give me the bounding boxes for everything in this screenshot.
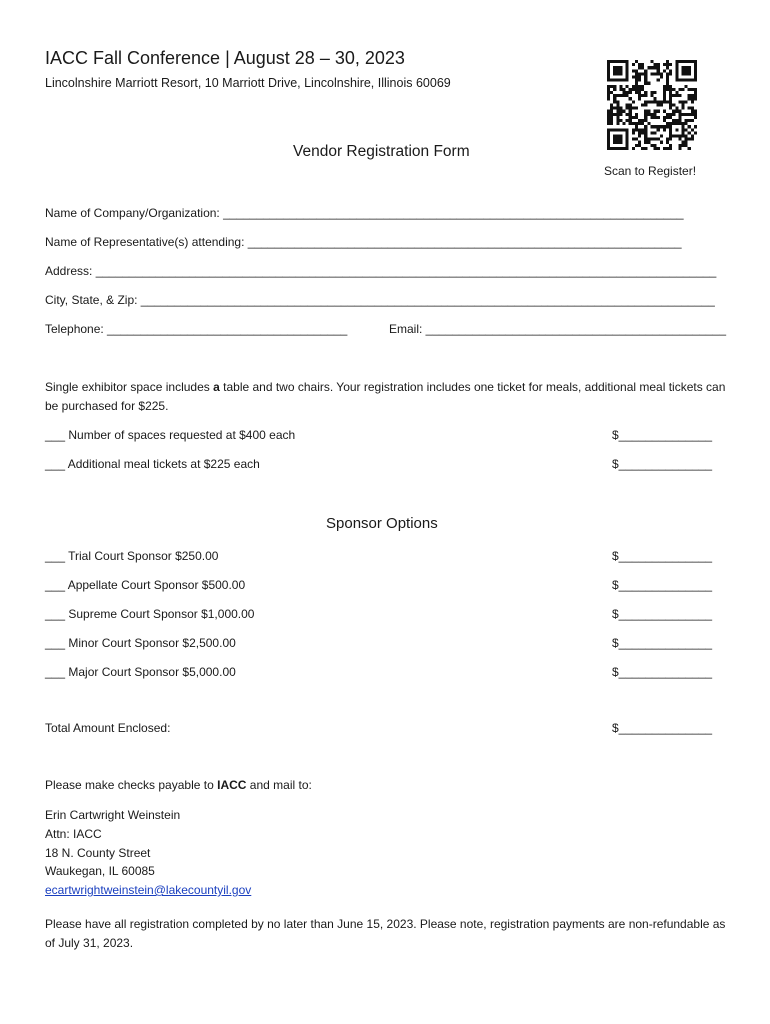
telephone-field[interactable]: Telephone: ____________________________________ bbox=[45, 322, 348, 336]
spaces-amount-line[interactable]: $______________ bbox=[612, 428, 713, 442]
company-field[interactable]: Name of Company/Organization: _____________________________________________________________________ bbox=[45, 206, 684, 220]
sponsor-option[interactable]: ___ Supreme Court Sponsor $1,000.00 bbox=[45, 607, 255, 621]
sponsor-option[interactable]: ___ Appellate Court Sponsor $500.00 bbox=[45, 578, 246, 592]
sponsor-amount-line[interactable]: $______________ bbox=[612, 549, 713, 563]
sponsor-amount-line[interactable]: $______________ bbox=[612, 636, 713, 650]
sponsor-amount-line[interactable]: $______________ bbox=[612, 607, 713, 621]
qr-code-icon[interactable] bbox=[607, 60, 697, 150]
representative-field[interactable]: Name of Representative(s) attending: _________________________________________________________________ bbox=[45, 235, 682, 249]
contact-email-link[interactable]: ecartwrightweinstein@lakecountyil.gov bbox=[45, 883, 252, 897]
sponsor-heading: Sponsor Options bbox=[326, 515, 438, 532]
form-title: Vendor Registration Form bbox=[293, 143, 470, 160]
venue-address: Lincolnshire Marriott Resort, 10 Marriott Drive, Lincolnshire, Illinois 60069 bbox=[45, 76, 451, 90]
sponsor-amount-line[interactable]: $______________ bbox=[612, 665, 713, 679]
total-amount-line[interactable]: $______________ bbox=[612, 721, 713, 735]
payment-instructions: Please make checks payable to IACC and mail to: bbox=[45, 778, 312, 792]
mail-city: Waukegan, IL 60085 bbox=[45, 864, 155, 878]
address-field[interactable]: Address: _____________________________________________________________________________________________ bbox=[45, 264, 717, 278]
conference-title: IACC Fall Conference | August 28 – 30, 2023 bbox=[45, 48, 405, 68]
scan-label: Scan to Register! bbox=[604, 164, 697, 178]
mail-attention: Attn: IACC bbox=[45, 827, 102, 841]
exhibitor-description: Single exhibitor space includes a table and two chairs. Your registration includes one ticket for meals, additional meal tickets can be purchased for $225. bbox=[45, 380, 726, 413]
mail-recipient: Erin Cartwright Weinstein bbox=[45, 808, 181, 822]
email-field[interactable]: Email: _____________________________________________ bbox=[389, 322, 726, 336]
sponsor-amount-line[interactable]: $______________ bbox=[612, 578, 713, 592]
meal-amount-line[interactable]: $______________ bbox=[612, 457, 713, 471]
spaces-requested-line[interactable]: ___ Number of spaces requested at $400 each bbox=[45, 428, 296, 442]
mail-street: 18 N. County Street bbox=[45, 846, 151, 860]
meal-tickets-line[interactable]: ___ Additional meal tickets at $225 each bbox=[45, 457, 260, 471]
sponsor-option[interactable]: ___ Major Court Sponsor $5,000.00 bbox=[45, 665, 236, 679]
total-label: Total Amount Enclosed: bbox=[45, 721, 171, 735]
city-state-zip-field[interactable]: City, State, & Zip: ______________________________________________________________________________________ bbox=[45, 293, 715, 307]
deadline-note: Please have all registration completed by no later than June 15, 2023. Please note, registration payments are non-refundable as of July 31, 2023. bbox=[45, 917, 726, 950]
sponsor-option[interactable]: ___ Minor Court Sponsor $2,500.00 bbox=[45, 636, 236, 650]
sponsor-option[interactable]: ___ Trial Court Sponsor $250.00 bbox=[45, 549, 219, 563]
